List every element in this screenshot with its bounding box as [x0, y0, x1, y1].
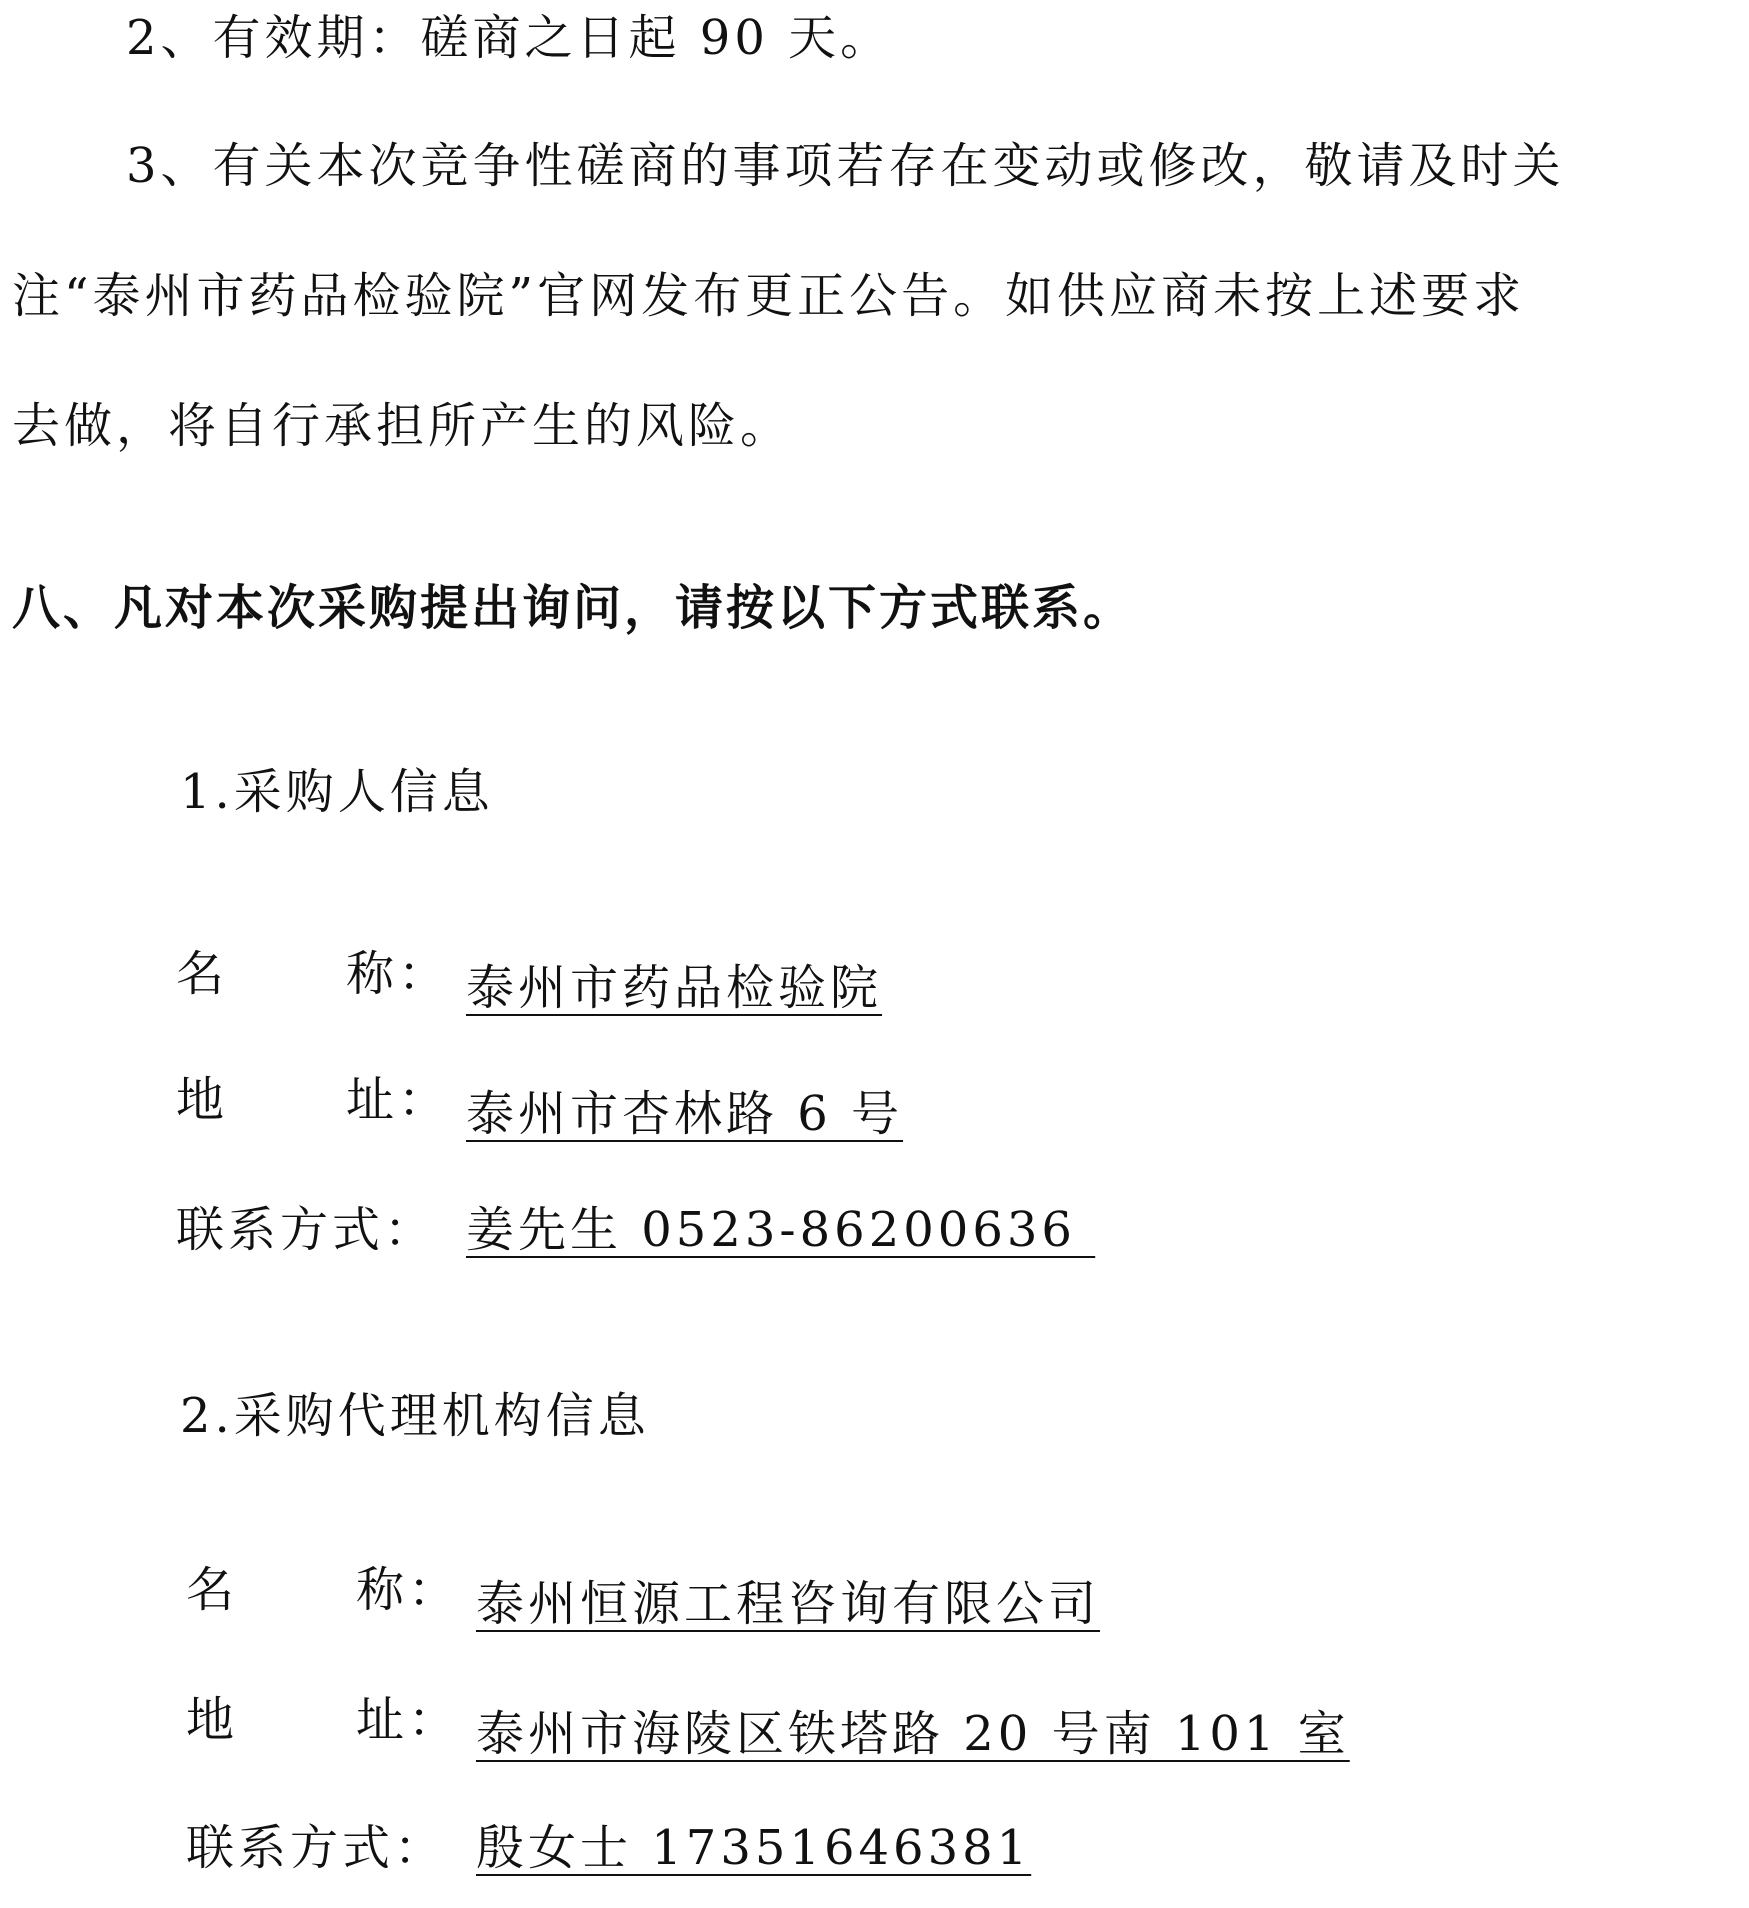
agency-contact-label: 联系方式：: [186, 1820, 447, 1876]
agency-contact-row: [186, 1818, 1031, 1878]
purchaser-contact-value: 姜先生 0523-86200636: [466, 1202, 1096, 1258]
agency-address-value: 泰州市海陵区铁塔路 20 号南 101 室: [476, 1706, 1350, 1762]
agency-address-row: [186, 1690, 1350, 1764]
notice-paragraph-line-3: 去做，将自行承担所产生的风险。: [12, 398, 793, 454]
purchaser-address-label: 地 址：: [176, 1072, 451, 1128]
purchaser-contact-label: 联系方式：: [176, 1202, 437, 1258]
agency-contact-value: 殷女士 17351646381: [476, 1820, 1032, 1876]
validity-paragraph: 2、有效期：磋商之日起 90 天。: [126, 10, 893, 66]
purchaser-name-value: 泰州市药品检验院: [466, 960, 883, 1016]
agency-name-value: 泰州恒源工程咨询有限公司: [476, 1576, 1101, 1632]
agency-name-label: 名 称：: [186, 1562, 461, 1618]
notice-paragraph-line-2: 注“泰州市药品检验院”官网发布更正公告。如供应商未按上述要求: [12, 268, 1526, 324]
section-heading: 八、凡对本次采购提出询问，请按以下方式联系。: [12, 580, 1135, 636]
purchaser-address-row: [176, 1070, 903, 1144]
agency-address-label: 地 址：: [186, 1692, 461, 1748]
agency-info-title: 2.采购代理机构信息: [180, 1388, 650, 1444]
purchaser-name-row: [176, 944, 882, 1018]
purchaser-contact-row: [176, 1200, 1095, 1260]
purchaser-info-title: 1.采购人信息: [180, 764, 494, 820]
purchaser-name-label: 名 称：: [176, 946, 451, 1002]
purchaser-address-value: 泰州市杏林路 6 号: [466, 1086, 904, 1142]
notice-paragraph-line-1: 3、有关本次竞争性磋商的事项若存在变动或修改，敬请及时关: [126, 138, 1565, 194]
agency-name-row: [186, 1560, 1100, 1634]
